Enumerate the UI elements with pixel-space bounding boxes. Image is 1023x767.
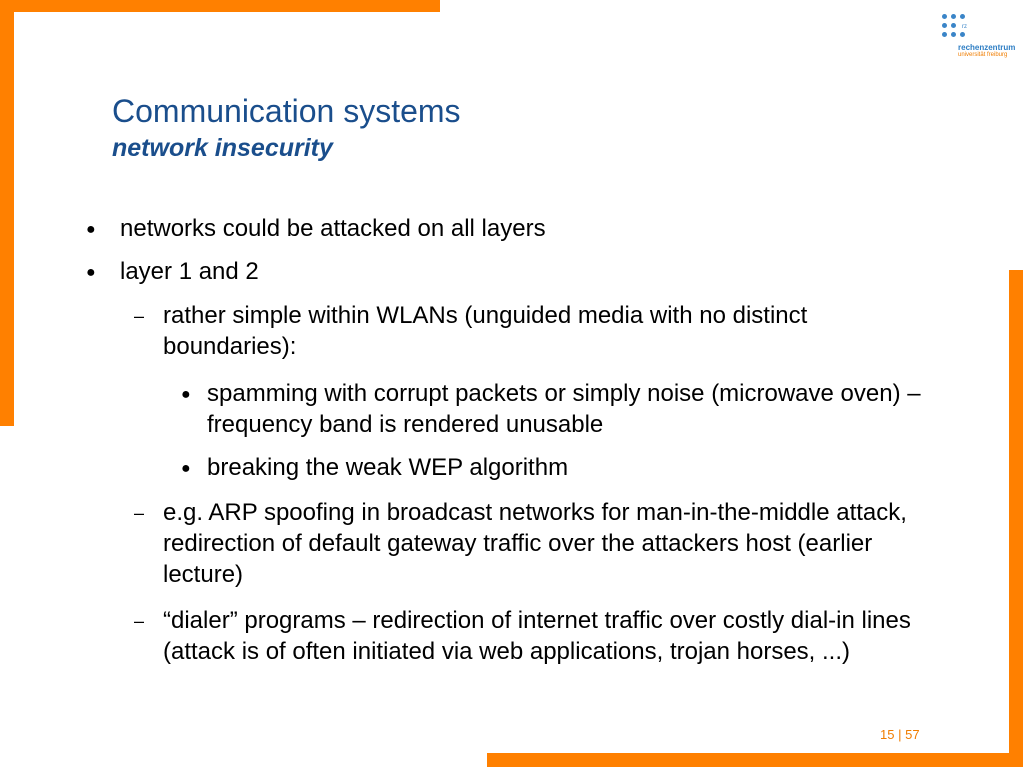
- sub-bullet-item: [134, 497, 943, 590]
- bullet-text: networks could be attacked on all layers: [120, 215, 546, 242]
- logo-name: rechenzentrum: [958, 43, 1016, 52]
- slide-title: Communication systems: [112, 93, 461, 129]
- logo-abbrev: rz: [962, 24, 967, 30]
- bullet-text: layer 1 and 2: [120, 258, 259, 285]
- sub-sub-bullet-item: [181, 378, 967, 440]
- sub-bullet-item: [134, 300, 943, 362]
- logo-subname: universität freiburg: [958, 52, 1008, 58]
- bullet-item: [86, 213, 980, 244]
- bullet-marker: ●: [86, 264, 96, 281]
- page-number: [880, 727, 920, 742]
- dash-marker: –: [134, 306, 145, 326]
- dash-marker: –: [134, 611, 145, 631]
- bullet-marker: ●: [181, 460, 191, 477]
- page-current: 15: [880, 727, 895, 742]
- orange-bar-top: [0, 0, 440, 12]
- logo: [938, 14, 1018, 66]
- dash-marker: –: [134, 503, 145, 523]
- orange-bar-right: [1009, 270, 1023, 767]
- bullet-text: spamming with corrupt packets or simply noise (microwave oven) – frequency band is rendered unusable: [207, 380, 921, 438]
- orange-bar-bottom: [487, 753, 1023, 767]
- slide-subtitle: network insecurity: [112, 134, 333, 162]
- bullet-text: e.g. ARP spoofing in broadcast networks for man-in-the-middle attack, redirection of default gateway traffic over the attackers host (earlier lecture): [163, 499, 907, 588]
- bullet-marker: ●: [86, 221, 96, 238]
- sub-bullet-item: [134, 605, 943, 667]
- page-total: 57: [905, 727, 920, 742]
- bullet-text: rather simple within WLANs (unguided media with no distinct boundaries):: [163, 302, 808, 360]
- bullet-item: [86, 256, 980, 287]
- bullet-text: breaking the weak WEP algorithm: [207, 454, 569, 481]
- page-separator: |: [898, 727, 902, 742]
- bullet-text: “dialer” programs – redirection of internet traffic over costly dial-in lines (attack is of often initiated via web applications, trojan horses, ...): [163, 607, 911, 665]
- bullet-marker: ●: [181, 386, 191, 403]
- sub-sub-bullet-item: [181, 452, 967, 483]
- orange-bar-left: [0, 0, 14, 426]
